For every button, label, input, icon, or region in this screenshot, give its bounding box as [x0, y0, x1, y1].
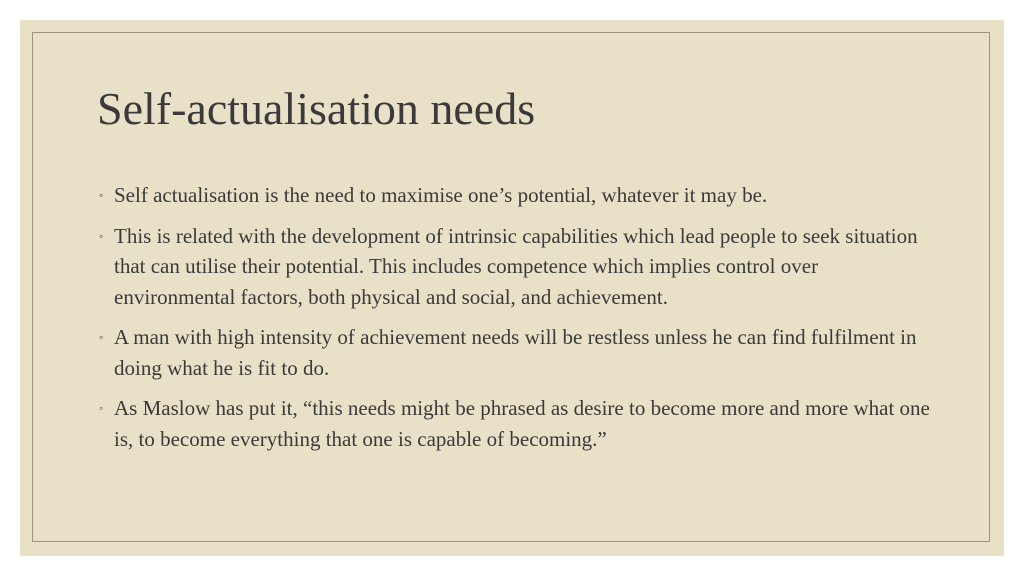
bullet-item — [99, 180, 939, 211]
bullet-list — [99, 180, 939, 464]
bullet-text: A man with high intensity of achievement needs will be restless unless he can find fulfilment in doing what he is fit to do. — [114, 325, 917, 380]
slide — [20, 20, 1004, 556]
bullet-text: This is related with the development of intrinsic capabilities which lead people to seek situation that can utilise their potential. This includes competence which implies control over environmental factors, both physical and social, and achievement. — [114, 223, 918, 309]
bullet-circle-icon: ◦ — [99, 228, 104, 243]
bullet-circle-icon: ◦ — [99, 401, 104, 415]
bullet-item — [99, 221, 939, 313]
bullet-circle-icon: ◦ — [99, 330, 104, 344]
bullet-text: Self actualisation is the need to maximise one’s potential, whatever it may be. — [114, 183, 768, 207]
bullet-circle-icon: ◦ — [99, 188, 104, 202]
bullet-item — [99, 393, 939, 454]
bullet-item — [99, 322, 939, 383]
bullet-text: As Maslow has put it, “this needs might be phrased as desire to become more and more what one is, to become everything that one is capable of becoming.” — [114, 396, 930, 451]
slide-title: Self-actualisation needs — [97, 83, 536, 134]
